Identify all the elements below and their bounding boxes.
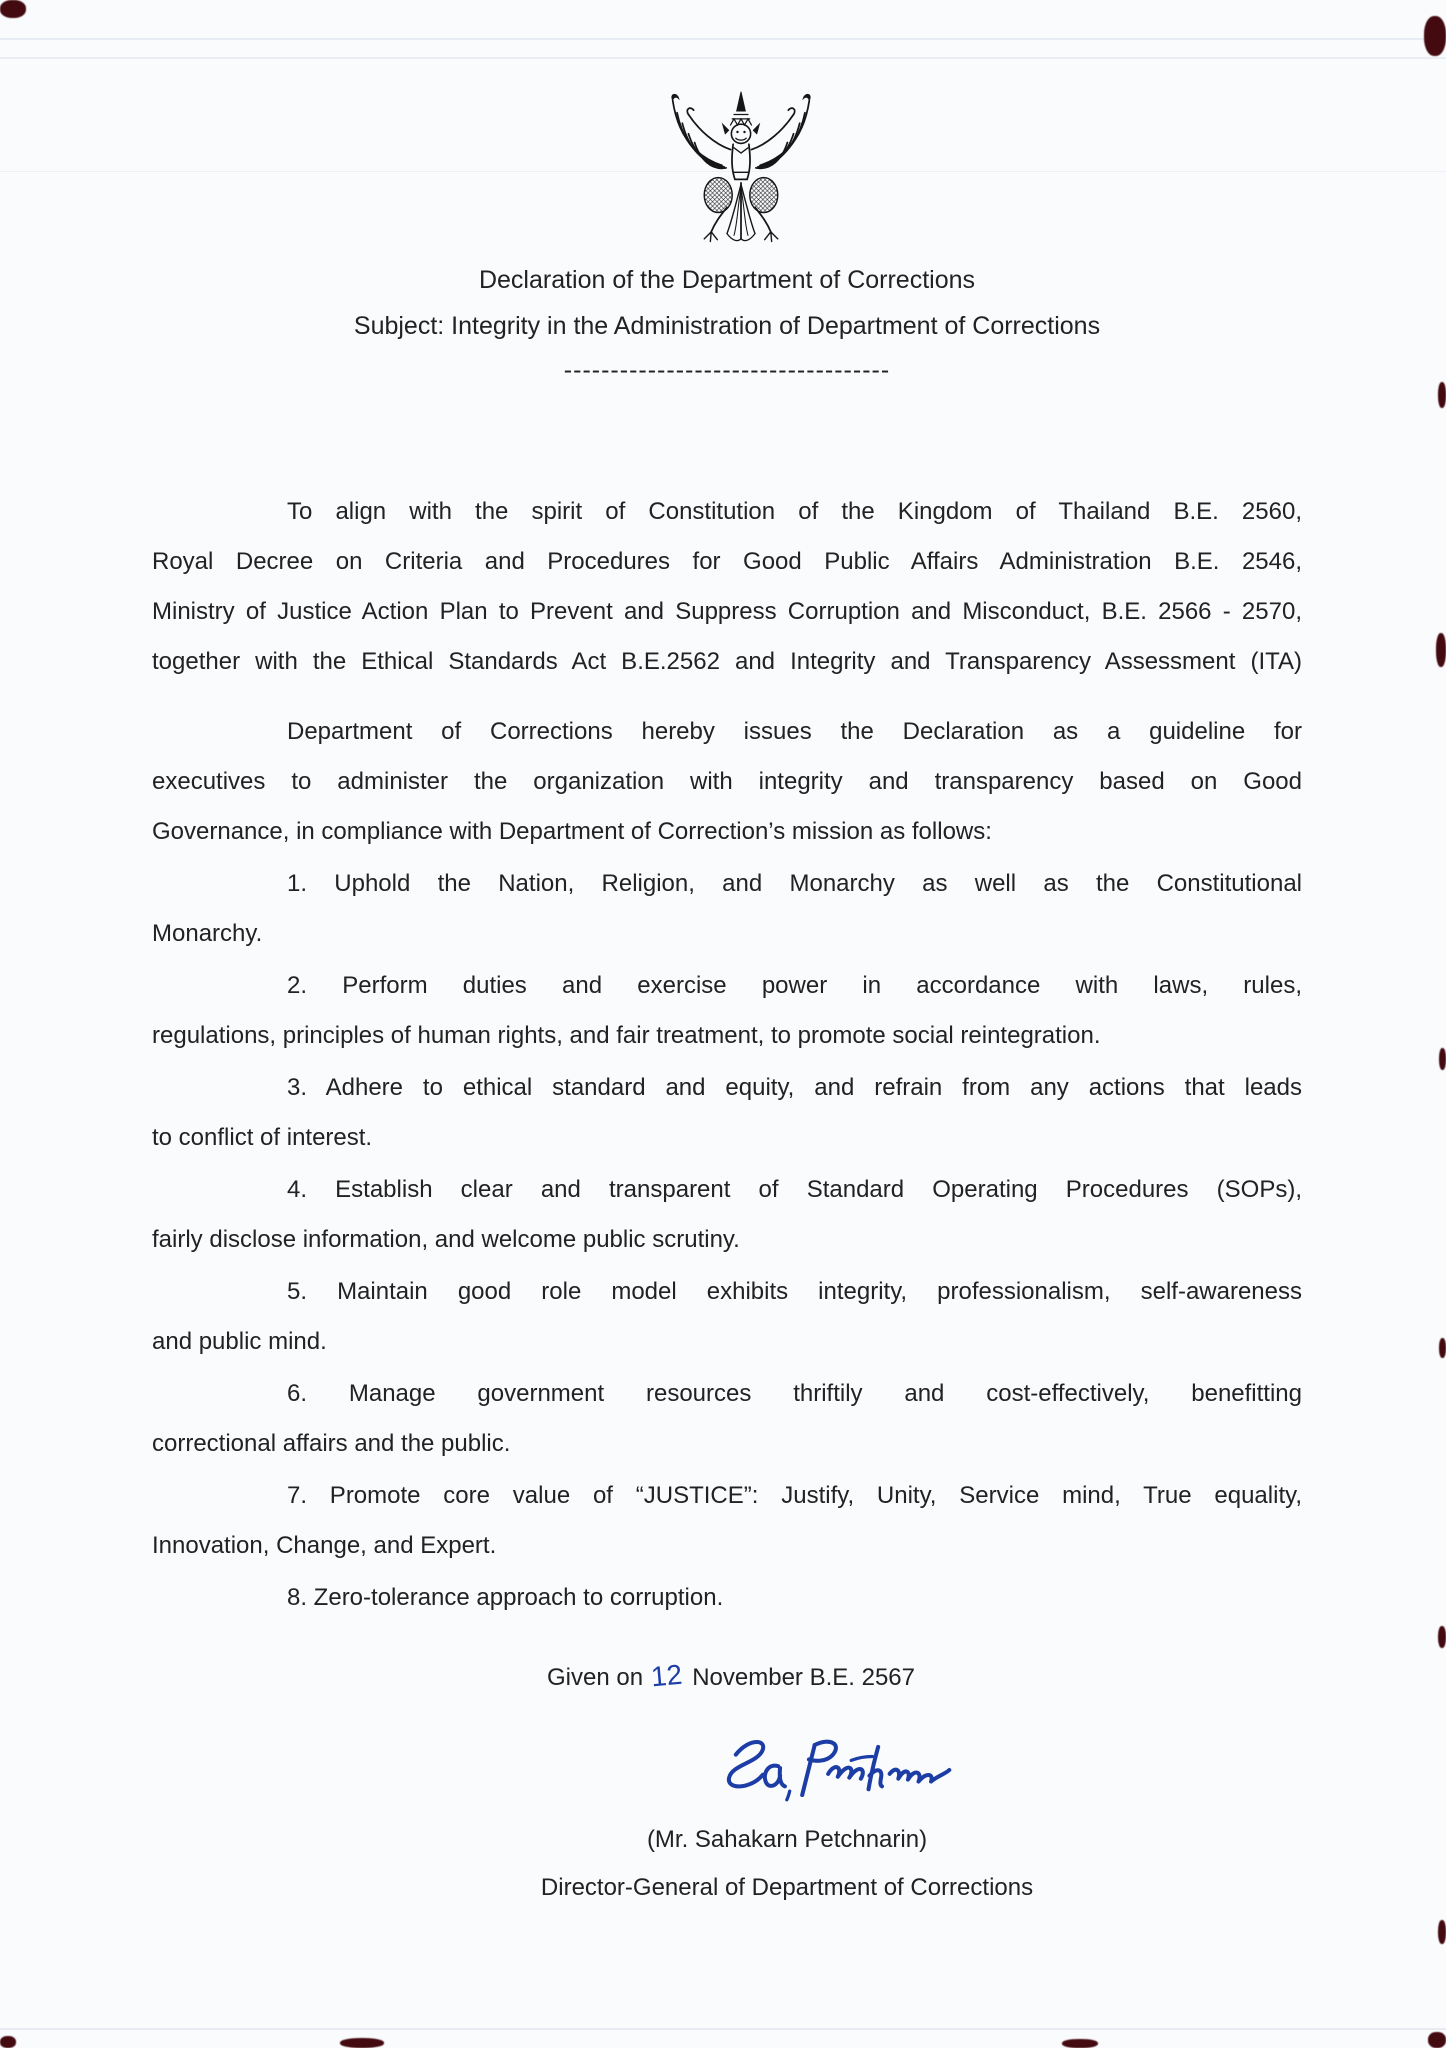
item-line: 2. Perform duties and exercise power in accordance with laws, rules, — [287, 972, 1302, 999]
mission-item-3 — [152, 1063, 1302, 1163]
signature-row — [257, 1729, 1407, 1813]
garuda-emblem — [651, 90, 831, 252]
scan-mark — [1436, 633, 1446, 667]
item-line: to conflict of interest. — [152, 1124, 373, 1151]
scan-mark — [1438, 1626, 1446, 1648]
item-line: correctional affairs and the public. — [152, 1430, 511, 1457]
dashed-divider: ----------------------------------- — [563, 356, 891, 384]
item-line: Innovation, Change, and Expert. — [152, 1532, 497, 1559]
item-line: Monarchy. — [152, 920, 263, 947]
item-line: 5. Maintain good role model exhibits integrity, professionalism, self-awareness — [287, 1278, 1302, 1305]
signature-block — [152, 1729, 1302, 1913]
given-date-line — [156, 1651, 1306, 1703]
paragraph-line: together with the Ethical Standards Act B.E.2562 and Integrity and Transparency Assessment (ITA) — [152, 648, 1302, 675]
paragraph-legal-basis — [152, 487, 1302, 687]
mission-item-8 — [152, 1573, 1302, 1623]
scan-mark — [0, 2036, 16, 2048]
scan-mark — [1438, 1920, 1446, 1944]
emblem-container — [166, 0, 1316, 257]
item-line: 7. Promote core value of “JUSTICE”: Justify, Unity, Service mind, True equality, — [287, 1482, 1302, 1509]
document-body — [152, 0, 1302, 1913]
scan-mark — [1424, 16, 1446, 56]
item-line: fairly disclose information, and welcome public scrutiny. — [152, 1226, 740, 1253]
scan-streak — [0, 2028, 1446, 2030]
document-title: Declaration of the Department of Corrections — [478, 266, 976, 294]
item-line: 1. Uphold the Nation, Religion, and Monarchy as well as the Constitutional — [287, 870, 1302, 897]
paragraph-line: Department of Corrections hereby issues the Declaration as a guideline for — [287, 718, 1302, 745]
mission-item-4 — [152, 1165, 1302, 1265]
signer-title: Director-General of Department of Corrections — [540, 1874, 1034, 1901]
mission-item-7 — [152, 1471, 1302, 1571]
paragraph-line: Ministry of Justice Action Plan to Prevent and Suppress Corruption and Misconduct, B.E. 2566 - 2570, — [152, 598, 1302, 625]
paragraph-line: executives to administer the organization with integrity and transparency based on Good — [152, 768, 1302, 795]
item-line: 8. Zero-tolerance approach to corruption. — [287, 1584, 724, 1611]
item-line: 6. Manage government resources thriftily and cost-effectively, benefitting — [287, 1380, 1302, 1407]
document-subject: Subject: Integrity in the Administration of Department of Corrections — [353, 312, 1101, 340]
given-suffix: November B.E. 2567 — [692, 1664, 915, 1691]
mission-item-2 — [152, 961, 1302, 1061]
scan-mark — [1062, 2039, 1098, 2048]
mission-item-5 — [152, 1267, 1302, 1367]
mission-item-1 — [152, 859, 1302, 959]
paragraph-line: Governance, in compliance with Department of Correction’s mission as follows: — [152, 818, 992, 845]
paragraph-line: To align with the spirit of Constitution of the Kingdom of Thailand B.E. 2560, — [287, 498, 1302, 525]
item-line: and public mind. — [152, 1328, 327, 1355]
paragraph-declaration — [152, 707, 1302, 857]
mission-item-6 — [152, 1369, 1302, 1469]
item-line: 4. Establish clear and transparent of Standard Operating Procedures (SOPs), — [287, 1176, 1302, 1203]
scan-mark — [1438, 382, 1446, 408]
given-prefix: Given on — [546, 1664, 644, 1691]
scan-mark — [1439, 1048, 1446, 1070]
signer-name: (Mr. Sahakarn Petchnarin) — [646, 1826, 928, 1853]
scan-mark — [340, 2038, 384, 2048]
item-line: regulations, principles of human rights, and fair treatment, to promote social reintegration. — [152, 1022, 1101, 1049]
scan-mark — [0, 0, 26, 18]
scan-mark — [1439, 1338, 1446, 1358]
scan-mark — [1428, 2032, 1446, 2048]
signature-ink — [707, 1729, 957, 1811]
paragraph-line: Royal Decree on Criteria and Procedures for Good Public Affairs Administration B.E. 2546, — [152, 548, 1302, 575]
item-line: 3. Adhere to ethical standard and equity, and refrain from any actions that leads — [287, 1074, 1302, 1101]
handwritten-day: 12 — [649, 1658, 684, 1693]
